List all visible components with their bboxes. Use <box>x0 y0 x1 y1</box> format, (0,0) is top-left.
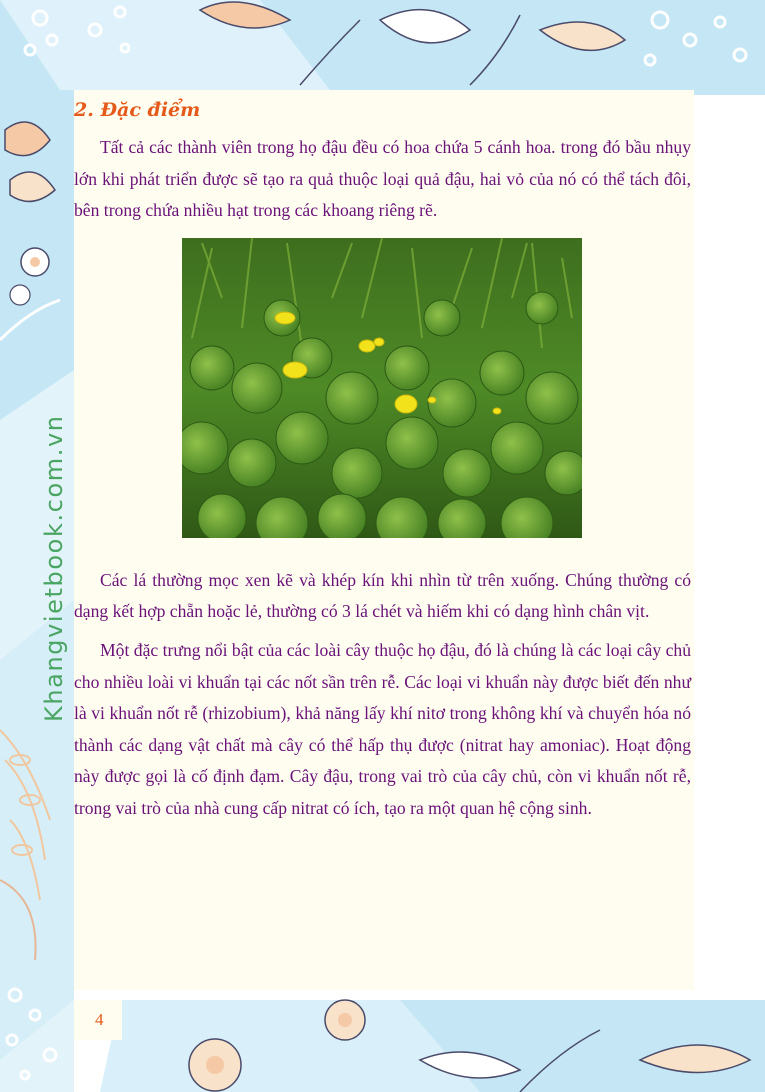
page-number: 4 <box>95 1010 104 1029</box>
page-content <box>74 90 691 825</box>
section-title: 2. Đặc điểm <box>74 99 201 121</box>
paragraph-leaves: Các lá thường mọc xen kẽ và khép kín khi nhìn từ trên xuống. Chúng thường có dạng kết hợp chẵn hoặc lẻ, thường có 3 lá chét và hiếm khi có dạng hình chân vịt. <box>74 569 691 622</box>
photo-wrap <box>74 227 691 565</box>
legume-plant-photo <box>182 238 582 538</box>
paragraph-flowers: Tất cả các thành viên trong họ đậu đều có hoa chứa 5 cánh hoa. trong đó bầu nhụy lớn khi phát triển được sẽ tạo ra quả thuộc loại quả đậu, hai vỏ của nó có thể tách đôi, bên trong chứa nhiều hạt trong các khoang riêng rẽ. <box>74 137 691 221</box>
paragraph-nitrogen-fixation: Một đặc trưng nổi bật của các loài cây thuộc họ đậu, đó là chúng là các loại cây chủ cho nhiều loài vi khuẩn tại các nốt sần trên rễ. Các loại vi khuẩn này được biết đến như là vi khuẩn nốt rễ (rhizobium), khả năng lấy khí nitơ trong không khí và chuyển hóa nó thành các dạng vật chất mà cây có thể hấp thụ được (nitrat hay amoniac). Hoạt động này được gọi là cố định đạm. Cây đậu, trong vai trò của cây chủ, còn vi khuẩn nốt rễ, trong vai trò của nhà cung cấp nitrat có ích, tạo ra một quan hệ cộng sinh. <box>74 639 691 818</box>
side-brand-watermark: Khangvietbook.com.vn <box>40 414 68 722</box>
